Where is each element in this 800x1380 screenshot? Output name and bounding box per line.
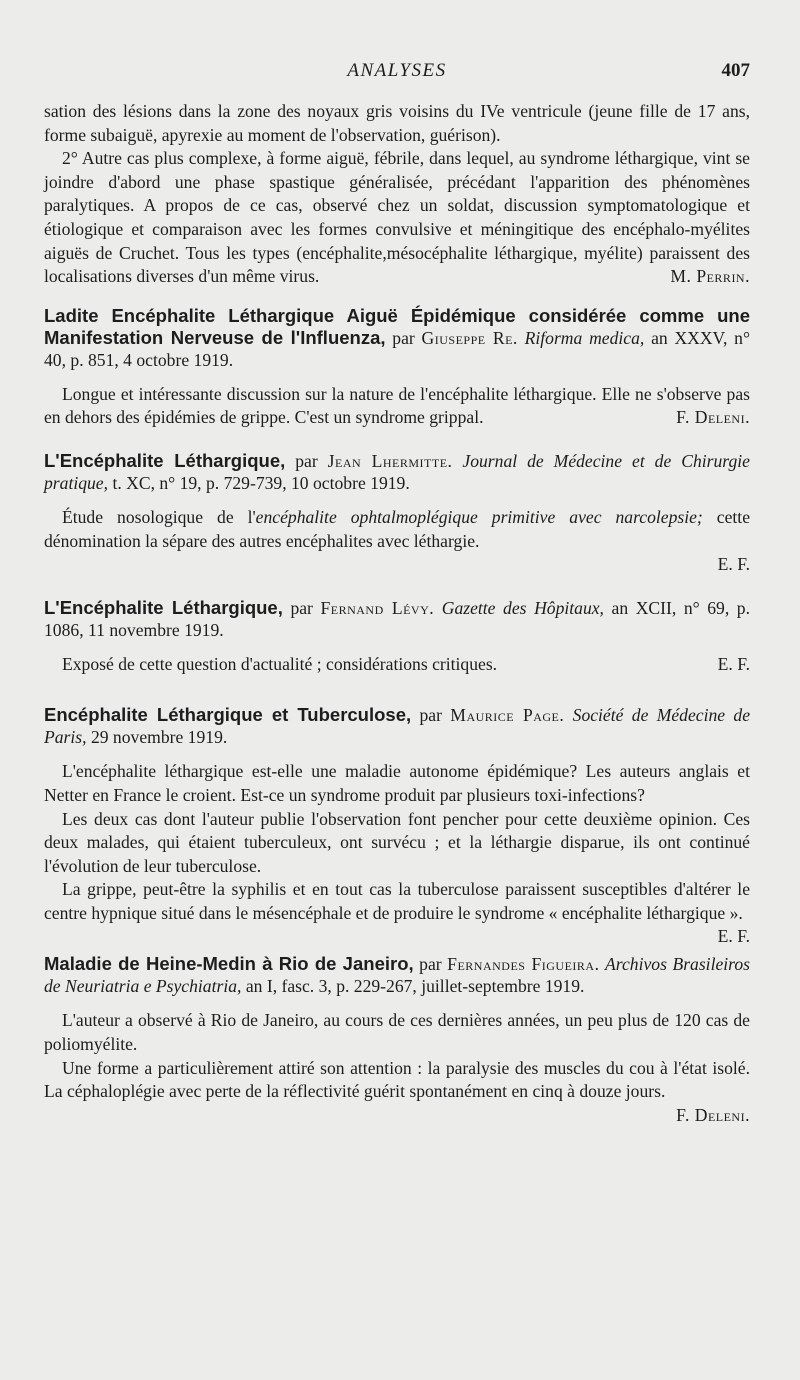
entry-body-text-post: cette dénomination la sépare des autres encéphalites avec léthargie. [44,506,750,551]
author-name: Maurice Page. [450,705,565,726]
article-title: Ladite Encéphalite Léthargique Aiguë Épidémique considérée comme une Manifestation Nerveuse de l'Influenza, [44,304,750,348]
signature: M. Perrin. [670,266,750,287]
journal-name: Journal de Médecine et de Chirurgie pratique, [44,450,750,493]
author-name: Giuseppe Re. [421,327,518,348]
entry-body-text: Une forme a particulièrement attiré son attention : la paralysie des muscles du cou à l'état isolé. La céphaloplégie avec perte de la réflectivité guérit spontanément en cinq à douze jours. [44,1057,750,1102]
continuation-paragraph-2-text: 2° Autre cas plus complexe, à forme aiguë, fébrile, dans lequel, au syndrome léthargique, vint se joindre d'abord une phase spastique généralisée, précédant l'apparition des phénomènes paralytiques. A propos de ce cas, observé chez un soldat, discussion symptomatologique et étiologique et comparaison avec les formes convulsive et méningitique des encéphalo-myélites aiguës de Cruchet. Tous les types (encéphalite,mésocéphalite léthargique, myélite) paraissent des localisations diverses d'un même virus. [44,148,750,287]
page-number: 407 [721,60,750,81]
citation-reference: t. XC, n° 19, p. 729-739, 10 octobre 1919. [112,472,410,493]
entry-body-text: Longue et intéressante discussion sur la nature de l'encéphalite léthargique. Elle ne s'observe pas en dehors des épidémies de grippe. C'est un syndrome grippal. [44,383,750,428]
par-word: par [290,597,313,618]
continuation-paragraph-1: sation des lésions dans la zone des noyaux gris voisins du IVe ventricule (jeune fille de 17 ans, forme subaiguë, apyrexie au moment de l'observation, guérison). [44,101,750,145]
par-word: par [392,327,415,348]
entry-body: L'auteur a observé à Rio de Janeiro, au cours de ces dernières années, un peu plus de 120 cas de poliomyélite. [44,1010,750,1055]
entry-heading [44,953,750,997]
running-title: ANALYSES [347,60,447,81]
par-word: par [295,450,318,471]
article-title: L'Encéphalite Léthargique, [44,449,286,471]
abstract-entry [44,704,751,947]
entry-heading [44,704,750,748]
author-name: Fernand Lévy. [320,597,435,618]
journal-name: Gazette des Hôpitaux, [441,597,604,618]
author-name: Jean Lhermitte. [327,450,453,471]
article-title: Maladie de Heine-Medin à Rio de Janeiro, [44,953,414,975]
author-name: Fernandes Figueira. [447,954,600,975]
signature: E. F. [717,926,750,947]
continuation-paragraph-2 [44,147,750,289]
journal-name: Société de Médecine de Paris, [44,705,751,748]
entry-heading [44,597,750,641]
article-title: L'Encéphalite Léthargique, [44,596,283,618]
entry-body-text-italic: encéphalite ophtalmoplégique primitive avec narcolepsie; [255,506,703,527]
par-word: par [419,705,442,726]
abstract-entry [44,953,750,1125]
journal-name: Archivos Brasileiros de Neuriatria e Psychiatria, [44,954,750,997]
entry-body [44,506,750,553]
signature: F. Deleni. [676,1104,750,1125]
page-content [44,100,750,1127]
entry-body [44,653,750,677]
signature: F. Deleni. [676,407,750,428]
entry-body: Les deux cas dont l'auteur publie l'observation font pencher pour cette deuxième opinion. Ces deux malades, qui étaient tuberculeux, ont survécu ; et la léthargie disparue, ils ont continué l'évolution de leur tuberculose. [44,808,750,876]
par-word: par [419,954,442,975]
entry-body [44,1057,750,1125]
page-header [44,60,750,88]
article-title: Encéphalite Léthargique et Tuberculose, [44,704,412,726]
signature: E. F. [717,653,750,674]
citation-reference: an XXXV, n° 40, p. 851, 4 octobre 1919. [44,327,750,370]
abstract-entry [44,450,750,577]
entry-body [44,383,750,430]
entry-heading [44,305,750,371]
entry-body: L'encéphalite léthargique est-elle une maladie autonome épidémique? Les auteurs anglais et Netter en France le croient. Est-ce un syndrome produit par plusieurs toxi-infections? [44,761,750,805]
abstract-entry [44,305,750,430]
journal-name: Riforma medica, [524,327,645,348]
citation-reference: an XCII, n° 69, p. 1086, 11 novembre 1919. [44,597,750,640]
entry-body-text: Exposé de cette question d'actualité ; considérations critiques. [62,653,498,674]
citation-reference: 29 novembre 1919. [90,727,228,748]
signature: E. F. [717,554,750,575]
citation-reference: an I, fasc. 3, p. 229-267, juillet-septembre 1919. [245,976,585,997]
abstract-entry [44,597,750,677]
entry-body-text-pre: Étude nosologique de l' [62,506,256,527]
entry-body [44,878,750,947]
entry-heading [44,450,750,494]
entry-body-text: La grippe, peut-être la syphilis et en tout cas la tuberculose paraissent susceptibles d'altérer le centre hypnique situé dans le mésencéphale et de produire le syndrome « encéphalite léthargique ». [44,879,750,923]
